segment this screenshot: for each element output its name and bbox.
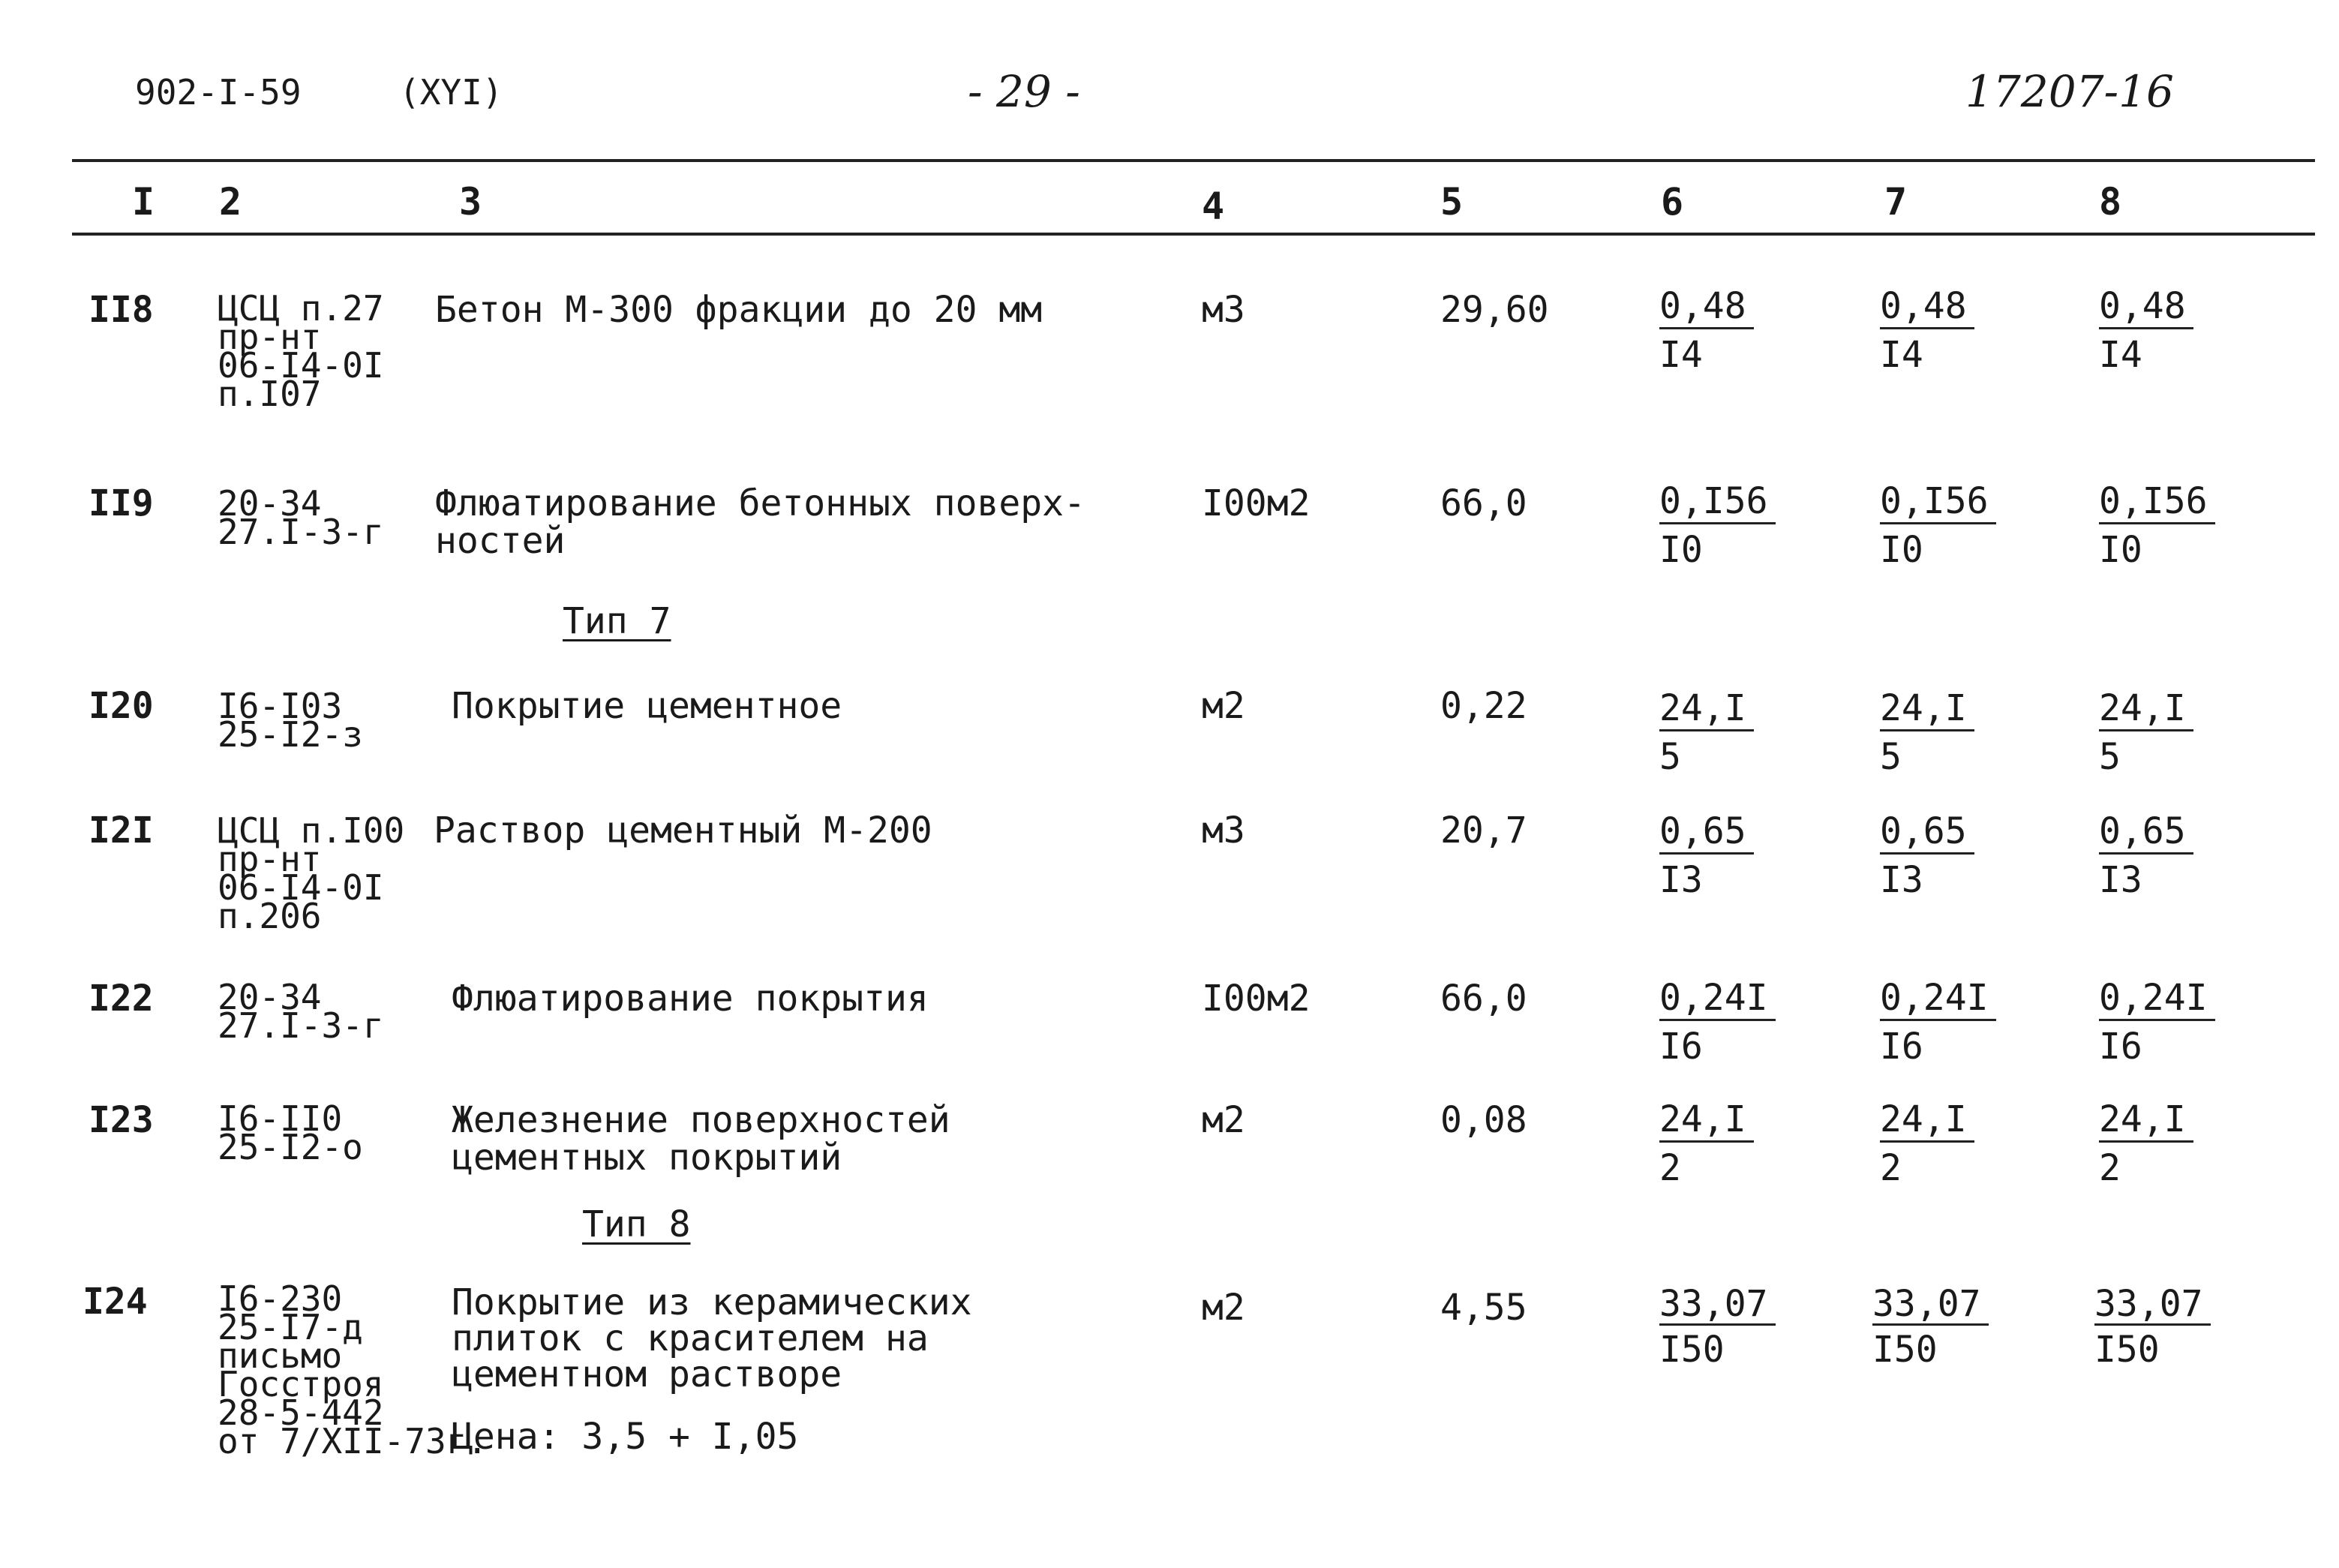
row-description: Покрытие из керамических плиток с красителем на цементном растворе [452, 1281, 972, 1395]
price-line: Цена: 3,5 + I,05 [452, 1416, 799, 1458]
row-unit: м2 [1202, 1287, 1245, 1329]
row-quantity: 0,22 [1440, 685, 1527, 727]
row-quantity: 66,0 [1440, 978, 1527, 1020]
row-quantity: 0,08 [1440, 1099, 1527, 1141]
row-col6-value: $\frac{33,07}{I50}$ [1659, 1284, 1776, 1369]
row-reference: ЦСЦ п.I00 пр-нт 06-I4-0I п.206 [218, 810, 405, 936]
row-description: Покрытие цементное [452, 685, 842, 727]
row-description: Флюатирование покрытия [452, 978, 929, 1020]
row-col8-value: $\frac{24,I}{2}$ [2099, 1098, 2193, 1189]
row-col7-value: $\frac{0,48}{I4}$ [1880, 285, 1974, 376]
row-unit: м2 [1202, 685, 1245, 727]
row-col8-value: $\frac{0,24I}{I6}$ [2099, 977, 2215, 1068]
column-header-3: 3 [459, 180, 482, 224]
row-col7-value: $\frac{24,I}{5}$ [1880, 687, 1974, 778]
row-col6-value: $\frac{24,I}{2}$ [1659, 1098, 1754, 1189]
section-header-type-8: Тип 8 [582, 1203, 691, 1245]
row-number: II9 [89, 482, 154, 524]
header-rule [72, 159, 2315, 162]
row-reference: ЦСЦ п.27 пр-нт 06-I4-0I п.I07 [218, 288, 384, 414]
row-reference: 20-34 27.I-3-г [218, 483, 384, 552]
row-reference: I6-II0 25-I2-о [218, 1098, 363, 1167]
row-col7-value: $\frac{0,65}{I3}$ [1880, 810, 1974, 901]
row-unit: I00м2 [1202, 978, 1311, 1020]
page-number: - 29 - [968, 66, 1080, 117]
row-quantity: 20,7 [1440, 810, 1527, 852]
row-description: Флюатирование бетонных поверх- ностей [435, 482, 1085, 562]
row-number: II8 [89, 289, 154, 331]
row-number: I2I [89, 810, 154, 852]
row-quantity: 4,55 [1440, 1287, 1527, 1329]
row-quantity: 66,0 [1440, 482, 1527, 524]
section-header-type-7: Тип 7 [563, 600, 671, 642]
column-header-5: 5 [1440, 180, 1464, 224]
row-col6-value: $\frac{24,I}{5}$ [1659, 687, 1754, 778]
row-col8-value: $\frac{0,48}{I4}$ [2099, 285, 2193, 376]
row-col6-value: $\frac{0,65}{I3}$ [1659, 810, 1754, 901]
doc-part: (XYI) [399, 72, 503, 113]
column-header-2: 2 [219, 180, 242, 224]
row-quantity: 29,60 [1440, 289, 1549, 331]
inventory-number: 17207-16 [1965, 66, 2174, 117]
row-reference: I6-230 25-I7-д письмо Госстроя 28-5-442 от 7/XII-73г. [218, 1278, 488, 1461]
column-header-8: 8 [2099, 180, 2122, 224]
row-col6-value: $\frac{0,48}{I4}$ [1659, 285, 1754, 376]
row-description: Раствор цементный М-200 [434, 810, 932, 852]
row-col8-value: $\frac{0,I56}{I0}$ [2099, 480, 2215, 571]
column-header-1: I [132, 180, 155, 224]
row-number: I20 [89, 685, 154, 727]
column-header-6: 6 [1661, 180, 1684, 224]
column-header-rule [72, 233, 2315, 236]
row-unit: м3 [1202, 810, 1245, 852]
row-col7-value: $\frac{0,I56}{I0}$ [1880, 480, 1996, 571]
row-col8-value: $\frac{33,07}{I50}$ [2094, 1284, 2211, 1369]
row-col6-value: $\frac{0,24I}{I6}$ [1659, 977, 1776, 1068]
row-description: Железнение поверхностей цементных покрытий [452, 1099, 950, 1179]
row-unit: м3 [1202, 289, 1245, 331]
row-number: I22 [89, 978, 154, 1020]
row-number: I24 [83, 1281, 148, 1323]
row-col6-value: $\frac{0,I56}{I0}$ [1659, 480, 1776, 571]
row-col8-value: $\frac{24,I}{5}$ [2099, 687, 2193, 778]
row-col7-value: $\frac{0,24I}{I6}$ [1880, 977, 1996, 1068]
row-unit: м2 [1202, 1099, 1245, 1141]
row-col8-value: $\frac{0,65}{I3}$ [2099, 810, 2193, 901]
row-reference: I6-I03 25-I2-з [218, 686, 363, 755]
doc-code: 902-I-59 [135, 72, 302, 113]
row-reference: 20-34 27.I-3-г [218, 977, 384, 1046]
row-description: Бетон М-300 фракции до 20 мм [435, 289, 1043, 331]
row-col7-value: $\frac{33,07}{I50}$ [1872, 1284, 1989, 1369]
column-header-4: 4 [1202, 185, 1225, 228]
row-col7-value: $\frac{24,I}{2}$ [1880, 1098, 1974, 1189]
column-header-7: 7 [1884, 180, 1908, 224]
row-unit: I00м2 [1202, 482, 1311, 524]
row-number: I23 [89, 1099, 154, 1141]
